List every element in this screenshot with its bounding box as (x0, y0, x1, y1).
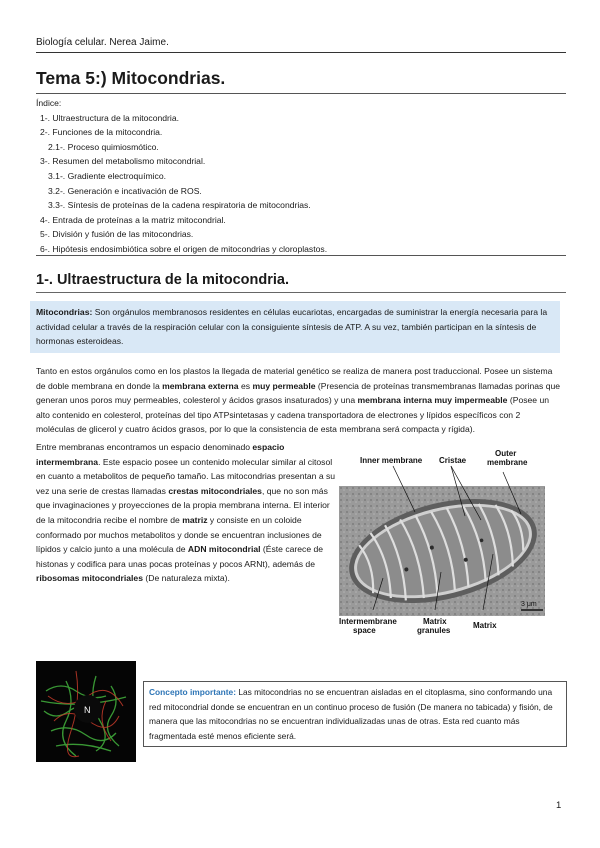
index-item: 2.1-. Proceso quimiosmótico. (48, 141, 159, 152)
text: (Posee un alto contenido en colesterol, proteínas del tipo ATPsintetasas y cadena transportadora de electrones y lípidos específicos con 2 moléculas de glicerol y cuatro ácidos grasos, por lo que la consistencia de esta membrana será compacta y rígida). (36, 395, 550, 435)
nucleus-label: N (84, 705, 91, 715)
index-item: 2-. Funciones de la mitocondria. (40, 127, 163, 138)
text: y consiste en un coloide conformado por muchos metabolitos y donde se encuentran inclusiones de lípidos y calcio junto a una molécula de (36, 514, 322, 555)
definition-box (30, 301, 560, 353)
paragraph-membranes (36, 364, 561, 437)
text: Entre membranas encontramos un espacio denominado (36, 442, 253, 452)
index-item: 3.2-. Generación e incativación de ROS. (48, 185, 202, 196)
index-heading: Índice: (36, 98, 62, 108)
index-item: 5-. División y fusión de las mitocondrias. (40, 229, 194, 240)
concept-text: Las mitocondrias no se encuentran aisladas en el citoplasma, sino conformando una red mitocondrial donde se encuentran en un continuo proceso de fusión (De manera no tabicada) y fisión, de manera que las mitocondrias no se encuentran individualizadas unas de otras. Esta red cuanto más fragmentada esté menos eficiente será. (149, 687, 553, 741)
mitochondrion-micrograph (333, 450, 569, 650)
text: (De naturaleza mixta). (142, 573, 230, 584)
bold-term: ADN mitocondrial (187, 544, 261, 555)
title-divider (36, 93, 566, 94)
label-matrix: Matrix (473, 621, 497, 630)
index-item: 6-. Hipótesis endosimbiótica sobre el origen de mitocondrias y cloroplastos. (40, 243, 328, 254)
bold-term: membrana interna muy impermeable (357, 395, 508, 406)
mitochondrial-network-image (36, 661, 136, 762)
paragraph-structure (36, 440, 336, 586)
label-outer-membrane: Outer membrane (487, 450, 528, 467)
label-inner-membrane: Inner membrane (360, 456, 423, 465)
section-heading: 1-. Ultraestructura de la mitocondria. (36, 272, 290, 288)
label-intermembrane-space: Intermembrane space (339, 617, 397, 635)
index-item: 1-. Ultraestructura de la mitocondria. (40, 112, 179, 123)
definition-term: Mitocondrias: (36, 307, 93, 317)
bold-term: espacio intermembrana (36, 442, 285, 467)
fluorescence-micrograph (36, 661, 136, 762)
label-cristae: Cristae (439, 456, 467, 465)
scale-bar-label: 3 μm (521, 601, 537, 608)
text: . Este espacio posee un contenido molecular similar al citosol en cuanto a metabolitos de pequeño tamaño. Las mitocondrias presentan a su vez una serie de crestas llamadas (36, 456, 336, 496)
section-divider (36, 292, 566, 293)
label-matrix-granules: Matrix granules (417, 617, 451, 635)
text: Tanto en estos orgánulos como en los plastos la llegada de material genético se realiza de manera post traduccional. Posee un sistema de doble membrana en donde la (36, 366, 553, 391)
important-concept-box (143, 681, 567, 747)
index-item: 3-. Resumen del metabolismo mitocondrial. (40, 156, 206, 167)
bold-term: ribosomas mitocondriales (36, 573, 143, 584)
bold-term: membrana externa (162, 380, 239, 391)
index-divider (36, 255, 566, 256)
bold-term: crestas mitocondriales (168, 485, 262, 496)
text: (Éste carece de histonas y codifica para unas pocas proteínas y pocos ARNt), además de (36, 544, 324, 569)
table-of-contents (36, 96, 327, 257)
page-title: Tema 5:) Mitocondrias. (36, 68, 226, 88)
header-divider (36, 52, 566, 53)
text: es (238, 380, 253, 391)
bold-term: muy permeable (252, 380, 316, 391)
index-item: 3.1-. Gradiente electroquímico. (48, 170, 166, 181)
page-number: 1 (556, 800, 562, 811)
document-header: Biología celular. Nerea Jaime. (36, 37, 169, 48)
text: (Presencia de proteínas transmembranas llamadas porinas que generan unos poros muy permeables, colesterol y ácidos grasos insaturados) y una (36, 380, 561, 406)
bold-term: matriz (182, 514, 208, 525)
index-item: 3.3-. Síntesis de proteínas de la cadena respiratoria de mitocondrias. (48, 200, 311, 211)
concept-label: Concepto importante: (149, 687, 237, 697)
index-item: 4-. Entrada de proteínas a la matriz mitocondrial. (40, 214, 226, 225)
text: , que no son más que invaginaciones y proyecciones de la propia membrana interna. El interior de la mitocondria recibe el nombre de (36, 485, 330, 525)
definition-text: Son orgánulos membranosos residentes en células eucariotas, encargadas de suministrar la energía necesaria para la actividad celular a través de la respiración celular con la consiguiente síntesis de ATP. A su vez, también participan en la síntesis de hormonas esteroideas. (36, 307, 548, 346)
